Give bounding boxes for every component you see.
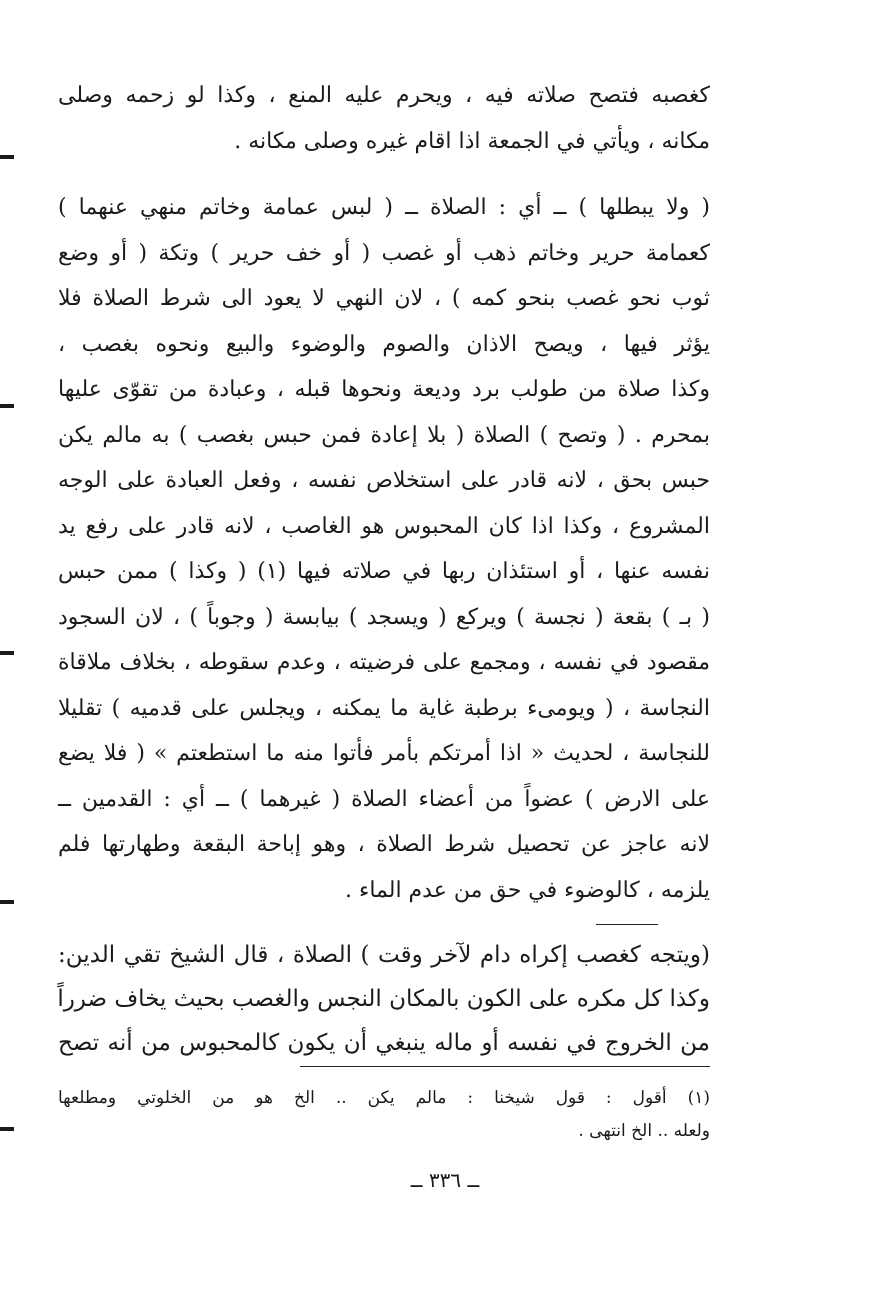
text-line: النجاسة ، ( ويومىء برطبة غاية ما يمكنه ، ويجلس على قدميه ) تقليلا (58, 695, 710, 721)
text-line: لانه عاجز عن تحصيل شرط الصلاة ، وهو إباحة البقعة وطهارتها فلم (58, 832, 710, 857)
text-line: وكذا صلاة من طولب برد وديعة ونحوها قبله ، وعبادة من تقوّى عليها (58, 377, 710, 402)
text-line: كعمامة حرير وخاتم ذهب أو غصب ( أو خف حرير ) وتكة ( أو وضع (58, 240, 710, 266)
text-line: وكذا كل مكره على الكون بالمكان النجس والغصب بحيث يخاف ضرراً (57, 986, 710, 1012)
paragraph-3 (58, 933, 710, 1065)
text-line: كغصبه فتصح صلاته فيه ، ويحرم عليه المنع ، وكذا لو زحمه وصلى (58, 83, 710, 108)
page-number: ــ ٣٣٦ ــ (410, 1168, 480, 1192)
paragraph-1 (58, 73, 710, 165)
text-line: نفسه عنها ، أو استئذان ربها في صلاته فيها (١) ( وكذا ) ممن حبس (58, 559, 711, 584)
paragraph-2 (58, 185, 710, 913)
text-line: ( بـ ) بقعة ( نجسة ) ويركع ( ويسجد ) بيابسة ( وجوباً ) ، لان السجود (58, 604, 710, 630)
margin-mark (0, 1127, 14, 1131)
text-line: للنجاسة ، لحديث « اذا أمرتكم بأمر فأتوا منه ما استطعتم » ( فلا يضع (58, 741, 710, 766)
footnote-line: (١) أقول : قول شيخنا : مالم يكن .. الخ هو من الخلوتي ومطلعها (58, 1088, 710, 1108)
margin-mark (0, 155, 14, 159)
text-line: من الخروج في نفسه أو ماله ينبغي أن يكون كالمحبوس من أنه تصح (58, 1030, 710, 1056)
text-line: ( ولا يبطلها ) ــ أي : الصلاة ــ ( لبس عمامة وخاتم منهي عنهما ) (58, 195, 710, 220)
text-line: مقصود في نفسه ، ومجمع على فرضيته ، وعدم سقوطه ، بخلاف ملاقاة (58, 650, 710, 675)
margin-mark (0, 651, 14, 655)
text-line: على الارض ) عضواً من أعضاء الصلاة ( غيرهما ) ــ أي : القدمين ــ (58, 786, 710, 812)
footnote (58, 1082, 710, 1148)
footnote-rule (300, 1066, 710, 1067)
text-line: (ويتجه كغصب إكراه دام لآخر وقت ) الصلاة ، قال الشيخ تقي الدين: (58, 942, 710, 968)
section-rule (596, 924, 658, 925)
text-line: مكانه ، ويأتي في الجمعة اذا اقام غيره وصلى مكانه . (234, 129, 710, 154)
text-line: بمحرم . ( وتصح ) الصلاة ( بلا إعادة فمن حبس بغصب ) به مالم يكن (58, 422, 710, 448)
text-line: حبس بحق ، لانه قادر على استخلاص نفسه ، وفعل العبادة على الوجه (58, 468, 710, 493)
margin-mark (0, 900, 14, 904)
text-line: ثوب نحو غصب بنحو كمه ) ، لان النهي لا يعود الى شرط الصلاة فلا (58, 286, 710, 311)
margin-mark (0, 404, 14, 408)
footnote-line: ولعله .. الخ انتهى . (578, 1121, 710, 1141)
text-line: يلزمه ، كالوضوء في حق من عدم الماء . (344, 877, 710, 903)
text-line: المشروع ، وكذا اذا كان المحبوس هو الغاصب ، لانه قادر على رفع يد (58, 513, 710, 539)
text-line: يؤثر فيها ، ويصح الاذان والصوم والوضوء والبيع ونحوه بغصب ، (58, 331, 710, 357)
